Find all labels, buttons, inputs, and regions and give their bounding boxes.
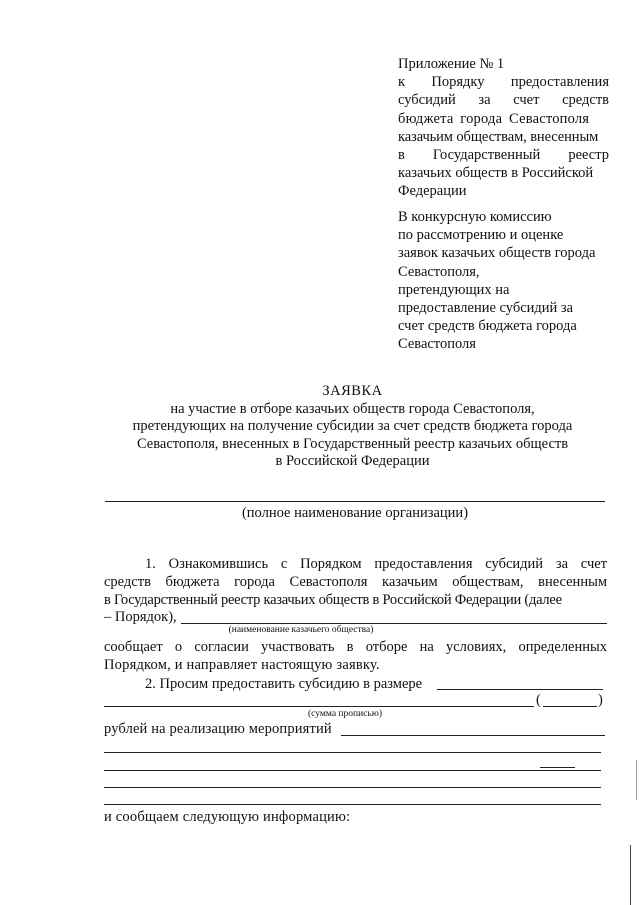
activities-field-5[interactable]: [104, 804, 601, 805]
appendix-line-5: в Государственный реестр: [398, 147, 609, 164]
addressee-line: предоставление субсидий за: [398, 300, 574, 317]
appendix-line-1: к Порядку предоставления: [398, 74, 609, 91]
addressee-line: Севастополя: [398, 336, 476, 353]
scan-edge-line: [630, 845, 631, 905]
activities-field-4[interactable]: [104, 787, 601, 788]
paren-close: ): [598, 692, 603, 708]
paren-open: (: [536, 692, 541, 708]
para1-line-2: средств бюджета города Севастополя казачьим обществам, внесенным: [104, 574, 607, 590]
activities-field-3[interactable]: [104, 770, 601, 771]
appendix-line-4: казачьим обществам, внесенным: [398, 128, 599, 145]
para1-line-5: сообщает о согласии участвовать в отборе на условиях, определенных: [104, 639, 608, 655]
addressee-line: В конкурсную комиссию: [398, 209, 552, 225]
amount-in-words-caption: (сумма прописью): [308, 709, 382, 719]
title-line: в Российской Федерации: [275, 453, 430, 469]
addressee-line: по рассмотрению и оценке: [398, 227, 564, 244]
subsidy-amount-digits-field[interactable]: [543, 706, 597, 707]
para2-line-1: 2. Просим предоставить субсидию в размере: [145, 676, 423, 692]
addressee-line: Севастополя,: [398, 263, 480, 280]
org-name-field[interactable]: [105, 501, 605, 502]
para2-line-3: рублей на реализацию мероприятий: [104, 721, 332, 737]
appendix-header: Приложение № 1: [398, 56, 505, 72]
para1-line-3: в Государственный реестр казачьих обществ в Российской Федерации (далее: [104, 592, 562, 608]
closing-text: и сообщаем следующую информацию:: [104, 809, 351, 825]
org-name-caption: (полное наименование организации): [241, 505, 469, 521]
activities-field-1[interactable]: [341, 735, 605, 736]
activities-field-2[interactable]: [104, 752, 601, 753]
para1-line-6: Порядком, и направляет настоящую заявку.: [104, 657, 380, 673]
appendix-line-7: Федерации: [398, 183, 467, 200]
appendix-line-2: субсидий за счет средств: [398, 92, 610, 109]
addressee-line: претендующих на: [398, 281, 510, 298]
para1-line-4: – Порядок),: [104, 609, 177, 625]
subsidy-amount-words-field[interactable]: [104, 706, 534, 707]
subsidy-amount-field[interactable]: [437, 689, 603, 690]
addressee-line: заявок казачьих обществ города: [398, 245, 596, 262]
title-heading: ЗАЯВКА: [322, 383, 383, 399]
appendix-block: [398, 55, 609, 201]
title-line: претендующих на получение субсидии за счет средств бюджета города: [132, 418, 573, 434]
cossack-society-caption: (наименование казачьего общества): [228, 625, 374, 635]
title-line: на участие в отборе казачьих обществ города Севастополя,: [170, 400, 535, 417]
activities-field-3-tick: [540, 767, 575, 768]
appendix-line-3: бюджета города Севастополя: [398, 110, 590, 127]
cossack-society-name-field[interactable]: [181, 623, 607, 624]
para1-line-1: 1. Ознакомившись с Порядком предоставления субсидий за счет: [145, 556, 608, 572]
title-line: Севастополя, внесенных в Государственный реестр казачьих обществ: [136, 435, 569, 452]
document-title: [60, 383, 640, 471]
scan-edge-line: [636, 760, 637, 800]
appendix-line-6: казачьих обществ в Российской: [398, 165, 594, 182]
addressee-block: [398, 208, 613, 354]
addressee-line: счет средств бюджета города: [398, 318, 577, 335]
